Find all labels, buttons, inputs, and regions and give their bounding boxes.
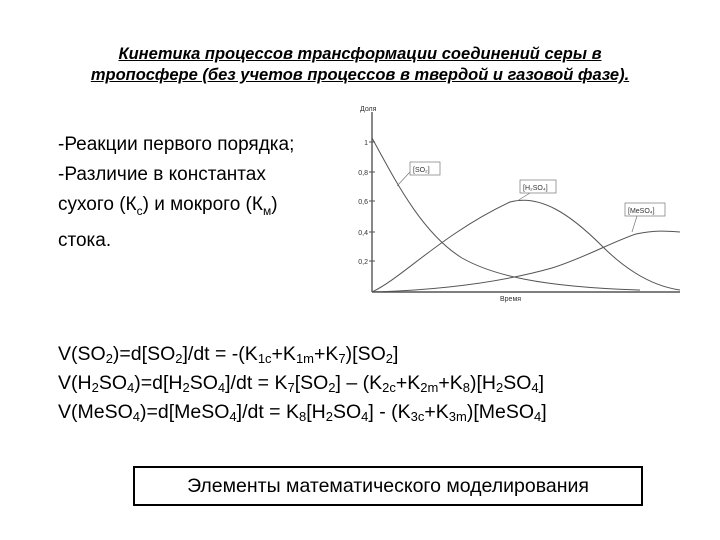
equation-meso4: V(MeSO$_4$)=d[MeSO$_4$]/dt = $K_8[H_2SO_4]$ - $(K_{3c}+K_{3m})[MeSO_4]$ [58, 401, 547, 424]
modeling-elements-box: Элементы математического моделирования [133, 466, 643, 506]
y-tick-0-6: 0,6 [358, 199, 368, 206]
y-axis-label: Доля [360, 106, 377, 113]
bullet-first-order: -Реакции первого порядка; [58, 134, 295, 155]
meso4-curve [372, 231, 680, 292]
y-tick-0-4: 0,4 [358, 230, 368, 237]
y-tick-1: 1 [364, 140, 368, 147]
bullet-list [58, 130, 358, 256]
x-axis-label: Время [500, 296, 522, 303]
bullet-runoff: стока. [58, 229, 112, 251]
title-line-2: тропосфере (без учетов процессов в твердой и газовой фазе). [90, 66, 630, 84]
h2so4-label: [H₂SO₄] [523, 185, 548, 192]
meso4-label: [MeSO₄] [628, 208, 655, 215]
bullet-constants: -Различие в константах [58, 164, 266, 185]
kinetics-graph [340, 100, 680, 310]
y-tick-0-2: 0,2 [358, 259, 368, 266]
bullet-dry-wet: сухого $(К_с)$ и мокрого $(К_м)$ [58, 194, 278, 218]
equation-so2: $V(SO_2)=d[SO_2]/dt = -(K_{1c}+K_{1m}+K_7)[SO_2]$ [58, 343, 399, 366]
slide-title [20, 44, 700, 86]
equations [58, 340, 547, 427]
equation-h2so4: $V(H_2SO_4)=d[H_2SO_4]/dt = K_7[SO_2] - (K_{2c}+K_{2m}+K_8)[H_2SO_4]$ [58, 372, 545, 395]
title-line-1: Кинетика процессов трансформации соединений серы в [118, 45, 602, 63]
so2-curve [372, 138, 640, 290]
y-tick-0-8: 0,8 [358, 170, 368, 177]
so2-label: [SO₂] [413, 167, 430, 174]
